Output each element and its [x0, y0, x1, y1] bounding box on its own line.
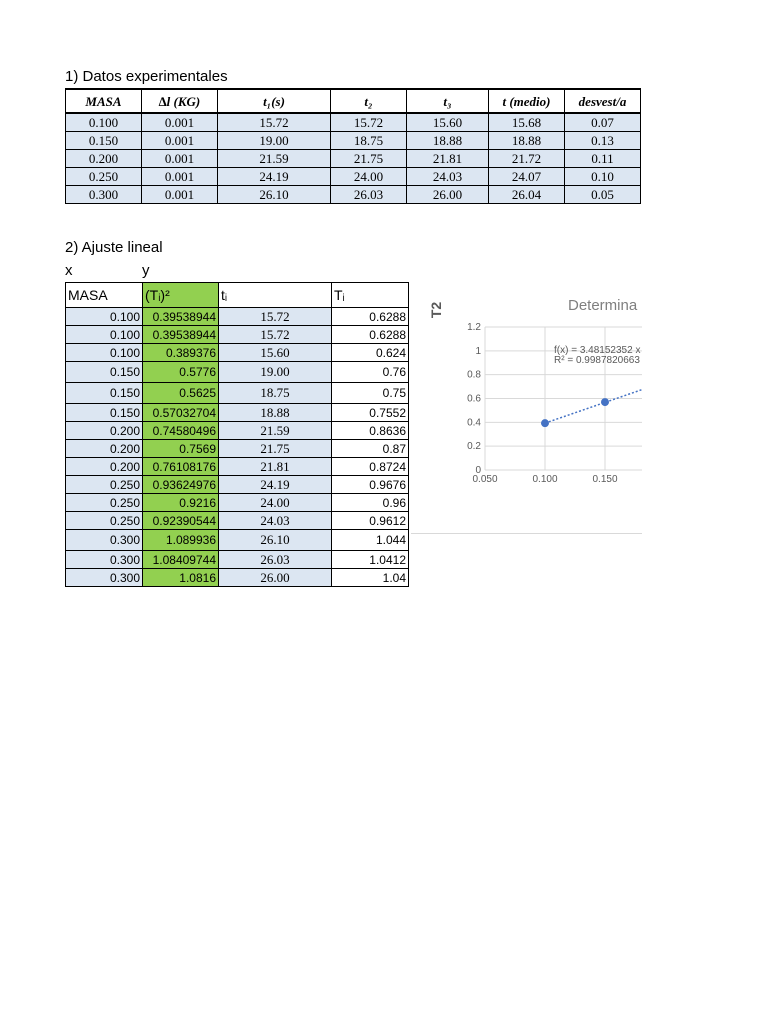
table-cell[interactable]: 0.6288 — [332, 326, 409, 344]
y-tick-label: 0 — [475, 465, 481, 476]
table-cell[interactable]: 1.0412 — [332, 551, 409, 569]
table-row — [66, 383, 409, 404]
table-row — [66, 404, 409, 422]
x-tick-label: 0.050 — [472, 474, 498, 485]
table-cell[interactable]: 1.04 — [332, 569, 409, 587]
table-row — [66, 308, 409, 326]
table-cell[interactable]: 0.001 — [142, 168, 218, 186]
x-column-label: x — [65, 262, 73, 279]
y-tick-label: 1 — [475, 345, 481, 357]
table-row — [66, 512, 409, 530]
table-cell[interactable]: 21.59 — [219, 422, 332, 440]
header-delta-l: ∆l (KG) — [142, 89, 218, 113]
table-cell[interactable]: 21.59 — [218, 150, 331, 168]
table-cell[interactable]: 15.72 — [218, 113, 331, 132]
table-cell[interactable]: 0.100 — [66, 326, 143, 344]
header-ti-lower: tᵢ — [219, 283, 332, 308]
table-cell[interactable]: 24.19 — [219, 476, 332, 494]
table-cell[interactable]: 0.389376 — [143, 344, 219, 362]
table-cell[interactable]: 0.100 — [66, 344, 143, 362]
table-cell[interactable]: 0.87 — [332, 440, 409, 458]
table-row — [66, 186, 641, 204]
table-cell[interactable]: 0.001 — [142, 132, 218, 150]
section2-title: 2) Ajuste lineal — [65, 239, 163, 256]
table-cell[interactable]: 0.8636 — [332, 422, 409, 440]
table-cell[interactable]: 15.68 — [489, 113, 565, 132]
header-t2: t₂ — [331, 89, 407, 113]
table-cell[interactable]: 0.200 — [66, 440, 143, 458]
table-cell[interactable]: 0.300 — [66, 186, 142, 204]
table-cell[interactable]: 18.88 — [219, 404, 332, 422]
y-tick-label: 1.2 — [467, 322, 481, 333]
table-cell[interactable]: 21.72 — [489, 150, 565, 168]
table-cell[interactable]: 19.00 — [218, 132, 331, 150]
table-row — [66, 569, 409, 587]
table-cell[interactable]: 0.39538944 — [143, 326, 219, 344]
table-cell[interactable]: 0.5776 — [143, 362, 219, 383]
table-cell[interactable]: 0.9612 — [332, 512, 409, 530]
table-cell[interactable]: 0.100 — [66, 113, 142, 132]
table-cell[interactable]: 0.92390544 — [143, 512, 219, 530]
table-cell[interactable]: 0.300 — [66, 551, 143, 569]
header-t3: t₃ — [407, 89, 489, 113]
table-cell[interactable]: 15.72 — [219, 308, 332, 326]
table-cell[interactable]: 0.10 — [565, 168, 641, 186]
table-cell[interactable]: 0.57032704 — [143, 404, 219, 422]
data-point — [541, 419, 549, 427]
table-cell[interactable]: 0.9676 — [332, 476, 409, 494]
table-cell[interactable]: 0.001 — [142, 150, 218, 168]
table-cell[interactable]: 0.300 — [66, 569, 143, 587]
table-cell[interactable]: 19.00 — [219, 362, 332, 383]
y-axis-label: T2 — [428, 301, 444, 319]
table-cell[interactable]: 21.75 — [219, 440, 332, 458]
y-tick-label: 0.4 — [467, 417, 481, 429]
y-column-label: y — [142, 262, 150, 279]
table-row — [66, 494, 409, 512]
data-point — [601, 398, 609, 406]
y-tick-label: 0.2 — [467, 441, 481, 453]
table-cell[interactable]: 21.81 — [219, 458, 332, 476]
table-cell[interactable]: 0.96 — [332, 494, 409, 512]
table-cell[interactable]: 26.00 — [407, 186, 489, 204]
chart-title: Determina — [568, 297, 638, 314]
table-cell[interactable]: 0.07 — [565, 113, 641, 132]
table-cell[interactable]: 0.001 — [142, 113, 218, 132]
chart-container[interactable] — [411, 281, 642, 534]
table-cell[interactable]: 18.75 — [331, 132, 407, 150]
table-cell[interactable]: 18.75 — [219, 383, 332, 404]
table-cell[interactable]: 0.05 — [565, 186, 641, 204]
trendline-equation: f(x) = 3.48152352 x — [554, 345, 641, 356]
r-squared-label: R² = 0.9987820663 — [554, 355, 640, 366]
table-cell[interactable]: 21.81 — [407, 150, 489, 168]
scatter-chart — [411, 281, 642, 533]
table-cell[interactable]: 0.250 — [66, 494, 143, 512]
header-masa: MASA — [66, 283, 143, 308]
table-cell[interactable]: 0.8724 — [332, 458, 409, 476]
table-cell[interactable]: 26.00 — [219, 569, 332, 587]
table-cell[interactable]: 0.74580496 — [143, 422, 219, 440]
table-cell[interactable]: 0.7552 — [332, 404, 409, 422]
table-cell[interactable]: 15.60 — [219, 344, 332, 362]
table-cell[interactable]: 0.9216 — [143, 494, 219, 512]
table-cell[interactable]: 1.089936 — [143, 530, 219, 551]
table-cell[interactable]: 24.00 — [219, 494, 332, 512]
table-row — [66, 551, 409, 569]
table-header-row — [66, 283, 409, 308]
table-cell[interactable]: 0.7569 — [143, 440, 219, 458]
y-tick-label: 0.6 — [467, 393, 481, 405]
x-tick-label: 0.100 — [532, 474, 558, 485]
table-cell[interactable]: 0.13 — [565, 132, 641, 150]
table-row — [66, 168, 641, 186]
table-cell[interactable]: 0.150 — [66, 132, 142, 150]
header-desvest: desvest/a — [565, 89, 641, 113]
table-cell[interactable]: 26.10 — [219, 530, 332, 551]
table-cell[interactable]: 0.200 — [66, 458, 143, 476]
table-cell[interactable]: 18.88 — [489, 132, 565, 150]
table-cell[interactable]: 0.001 — [142, 186, 218, 204]
table-cell[interactable]: 1.044 — [332, 530, 409, 551]
table-cell[interactable]: 0.6288 — [332, 308, 409, 326]
table-cell[interactable]: 15.72 — [219, 326, 332, 344]
table-cell[interactable]: 0.150 — [66, 362, 143, 383]
table-cell[interactable]: 0.39538944 — [143, 308, 219, 326]
table-cell[interactable]: 24.03 — [407, 168, 489, 186]
table-cell[interactable]: 15.72 — [331, 113, 407, 132]
table-cell[interactable]: 0.200 — [66, 150, 142, 168]
table-row — [66, 440, 409, 458]
table-row — [66, 422, 409, 440]
table-row — [66, 132, 641, 150]
table-cell[interactable]: 0.250 — [66, 512, 143, 530]
table-cell[interactable]: 21.75 — [331, 150, 407, 168]
table-header-row — [66, 89, 641, 113]
table-cell[interactable]: 0.300 — [66, 530, 143, 551]
table-cell[interactable]: 0.93624976 — [143, 476, 219, 494]
table-row — [66, 113, 641, 132]
table-row — [66, 476, 409, 494]
table-row — [66, 326, 409, 344]
table-cell[interactable]: 26.10 — [218, 186, 331, 204]
y-tick-label: 0.8 — [467, 369, 481, 381]
table-cell[interactable]: 1.0816 — [143, 569, 219, 587]
table-cell[interactable]: 18.88 — [407, 132, 489, 150]
table-cell[interactable]: 24.19 — [218, 168, 331, 186]
table-cell[interactable]: 26.04 — [489, 186, 565, 204]
table-cell[interactable]: 1.08409744 — [143, 551, 219, 569]
table-cell[interactable]: 15.60 — [407, 113, 489, 132]
table-row — [66, 344, 409, 362]
linear-fit-table — [65, 282, 409, 587]
experimental-data-table — [65, 88, 641, 204]
table-cell[interactable]: 24.00 — [331, 168, 407, 186]
x-tick-label: 0.150 — [592, 474, 618, 485]
table-cell[interactable]: 0.624 — [332, 344, 409, 362]
table-cell[interactable]: 0.100 — [66, 308, 143, 326]
table-cell[interactable]: 0.11 — [565, 150, 641, 168]
table-cell[interactable]: 26.03 — [219, 551, 332, 569]
table-cell[interactable]: 0.150 — [66, 404, 143, 422]
table-row — [66, 458, 409, 476]
table-row — [66, 530, 409, 551]
table-row — [66, 150, 641, 168]
header-masa: MASA — [66, 89, 142, 113]
header-t1: t₁(s) — [218, 89, 331, 113]
table-cell[interactable]: 26.03 — [331, 186, 407, 204]
table-cell[interactable]: 0.76108176 — [143, 458, 219, 476]
table-cell[interactable]: 0.76 — [332, 362, 409, 383]
table-row — [66, 362, 409, 383]
section1-title: 1) Datos experimentales — [65, 68, 228, 85]
header-t-medio: t (medio) — [489, 89, 565, 113]
header-ti-upper: Tᵢ — [332, 283, 409, 308]
table-cell[interactable]: 0.150 — [66, 383, 143, 404]
table-cell[interactable]: 0.250 — [66, 476, 143, 494]
table-cell[interactable]: 0.75 — [332, 383, 409, 404]
table-cell[interactable]: 24.03 — [219, 512, 332, 530]
table-cell[interactable]: 24.07 — [489, 168, 565, 186]
table-cell[interactable]: 0.5625 — [143, 383, 219, 404]
header-ti-squared: (Tᵢ)² — [143, 283, 219, 308]
table-cell[interactable]: 0.250 — [66, 168, 142, 186]
table-cell[interactable]: 0.200 — [66, 422, 143, 440]
